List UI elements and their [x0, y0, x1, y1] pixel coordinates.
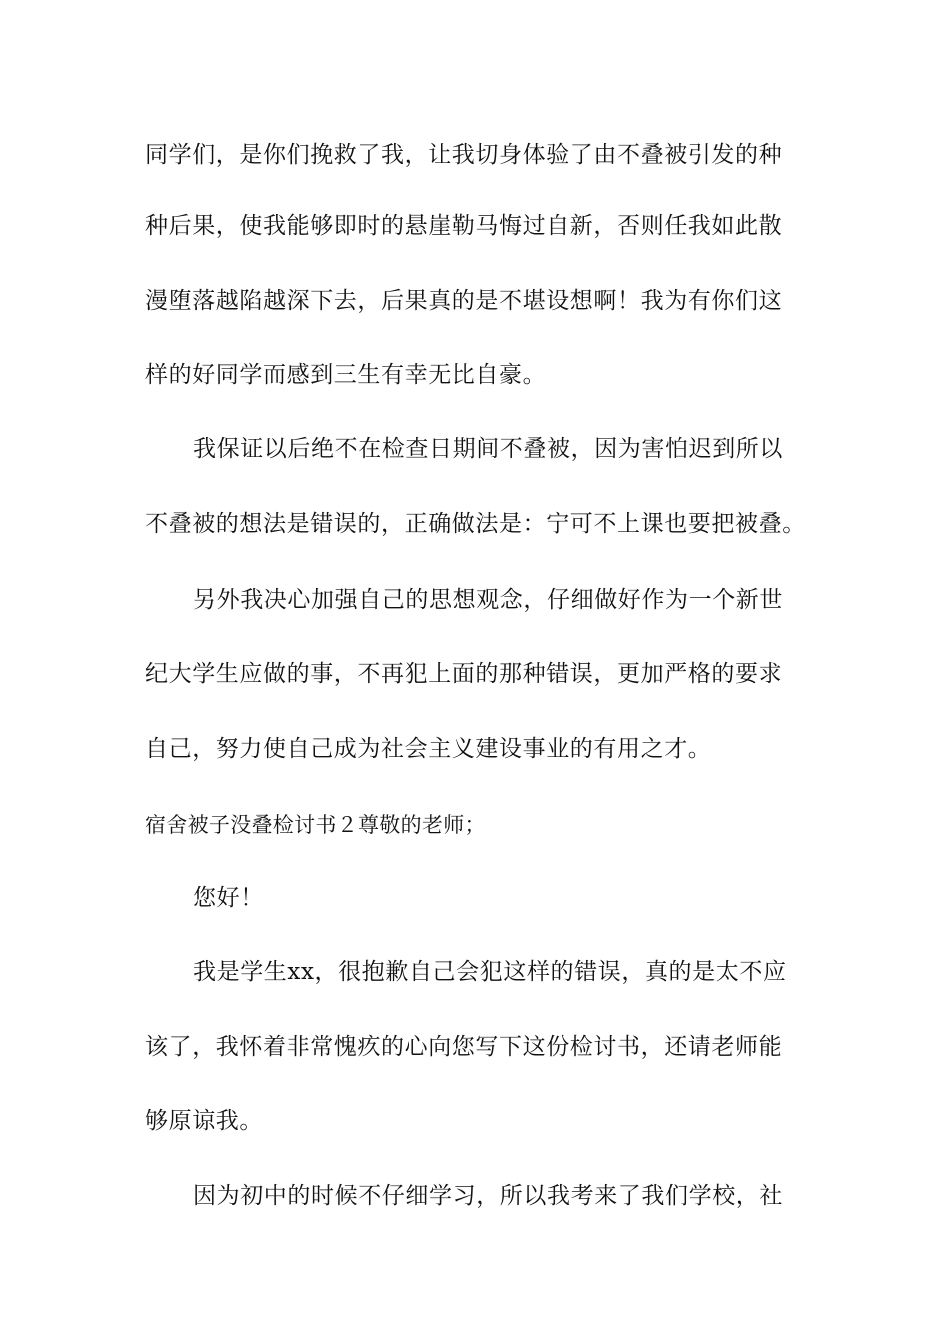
paragraph-line-6: 不叠被的想法是错误的，正确做法是：宁可不上课也要把被叠。	[145, 511, 806, 537]
section-heading: 宿舍被子没叠检讨书２尊敬的老师；	[145, 813, 486, 837]
paragraph-line-12: 够原谅我。	[145, 1108, 263, 1134]
paragraph-line-10: 我是学生xx，很抱歉自己会犯这样的错误，真的是太不应	[193, 959, 787, 985]
paragraph-line-3: 漫堕落越陷越深下去，后果真的是不堪设想啊！我为有你们这	[145, 288, 783, 314]
paragraph-line-13: 因为初中的时候不仔细学习，所以我考来了我们学校，社	[193, 1183, 783, 1209]
paragraph-line-11: 该了，我怀着非常愧疚的心向您写下这份检讨书，还请老师能	[145, 1034, 783, 1060]
paragraph-line-8: 纪大学生应做的事，不再犯上面的那种错误，更加严格的要求	[145, 661, 783, 687]
paragraph-line-2: 种后果，使我能够即时的悬崖勒马悔过自新，否则任我如此散	[145, 213, 783, 239]
paragraph-line-1: 同学们，是你们挽救了我，让我切身体验了由不叠被引发的种	[145, 142, 783, 168]
paragraph-line-5: 我保证以后绝不在检查日期间不叠被，因为害怕迟到所以	[193, 436, 783, 462]
greeting-line: 您好！	[193, 885, 264, 911]
paragraph-line-9: 自己，努力使自己成为社会主义建设事业的有用之才。	[145, 736, 712, 762]
paragraph-line-7: 另外我决心加强自己的思想观念，仔细做好作为一个新世	[193, 587, 783, 613]
paragraph-line-4: 样的好同学而感到三生有幸无比自豪。	[145, 362, 547, 388]
